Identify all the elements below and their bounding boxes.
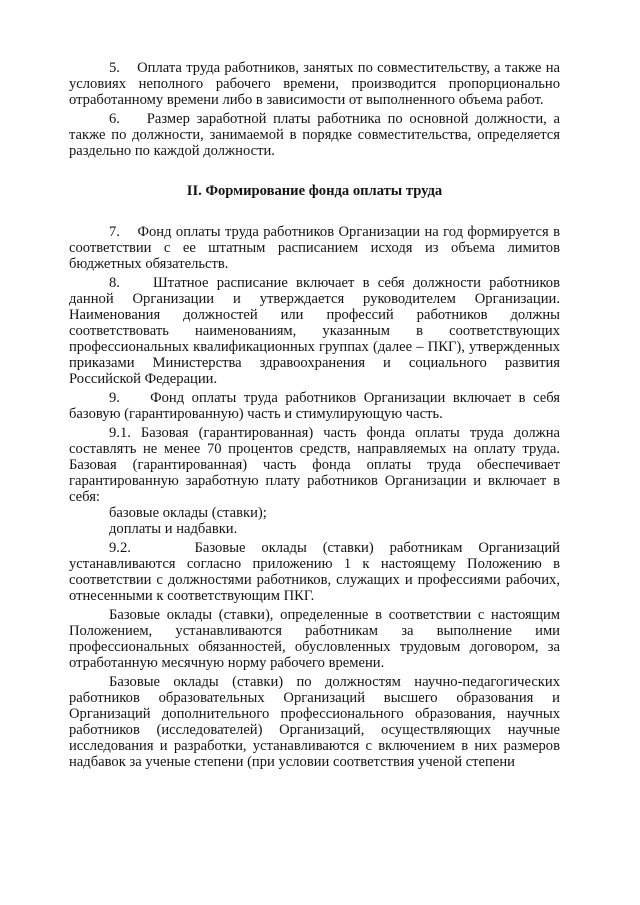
- paragraph-academic-salaries: Базовые оклады (ставки) по должностям научно-педагогических работников образовательных Организаций высшего образования и Организаций дополнительного профессионального образования, научных работников (исследователей) Организаций, осуществляющих научные исследования и разработки, устанавливаются с включением в них размеров надбавок за ученые степени (при условии соответствия ученой степени: [69, 674, 560, 770]
- paragraph-9-2: 9.2. Базовые оклады (ставки) работникам Организаций устанавливаются согласно приложению 1 к настоящему Положению в соответствии с должностями работников, служащих и профессиями рабочих, отнесенными к соответствующим ПКГ.: [69, 540, 560, 604]
- document-page: [69, 60, 560, 770]
- section-heading: II. Формирование фонда оплаты труда: [186, 183, 443, 199]
- paragraph-7: 7. Фонд оплаты труда работников Организации на год формируется в соответствии с ее штатным расписанием исходя из объема лимитов бюджетных обязательств.: [69, 224, 560, 272]
- list-item-base-salaries: базовые оклады (ставки);: [109, 505, 267, 521]
- paragraph-9: 9. Фонд оплаты труда работников Организации включает в себя базовую (гарантированную) часть и стимулирующую часть.: [69, 390, 560, 422]
- paragraph-8: 8. Штатное расписание включает в себя должности работников данной Организации и утверждается руководителем Организации. Наименования должностей или профессий работников должны соответствовать наименованиям, указанным в соответствующих профессиональных квалификационных группах (далее – ПКГ), утвержденных приказами Министерства здравоохранения и социального развития Российской Федерации.: [69, 275, 560, 387]
- list-item-allowances: доплаты и надбавки.: [109, 521, 238, 537]
- paragraph-base-salaries-definition: Базовые оклады (ставки), определенные в соответствии с настоящим Положением, устанавливаются работникам за выполнение ими профессиональных обязанностей, обусловленных трудовым договором, за отработанную месячную норму рабочего времени.: [69, 607, 560, 671]
- paragraph-6: 6. Размер заработной платы работника по основной должности, а также по должности, занимаемой в порядке совместительства, определяется раздельно по каждой должности.: [69, 111, 560, 159]
- paragraph-9-1: 9.1. Базовая (гарантированная) часть фонда оплаты труда должна составлять не менее 70 процентов средств, направляемых на оплату труда. Базовая (гарантированная) часть фонда оплаты труда обеспечивает гарантированную заработную плату работников Организации и включает в себя:: [69, 425, 560, 505]
- paragraph-5: 5. Оплата труда работников, занятых по совместительству, а также на условиях неполного рабочего времени, производится пропорционально отработанному времени либо в зависимости от выполненного объема работ.: [69, 60, 560, 108]
